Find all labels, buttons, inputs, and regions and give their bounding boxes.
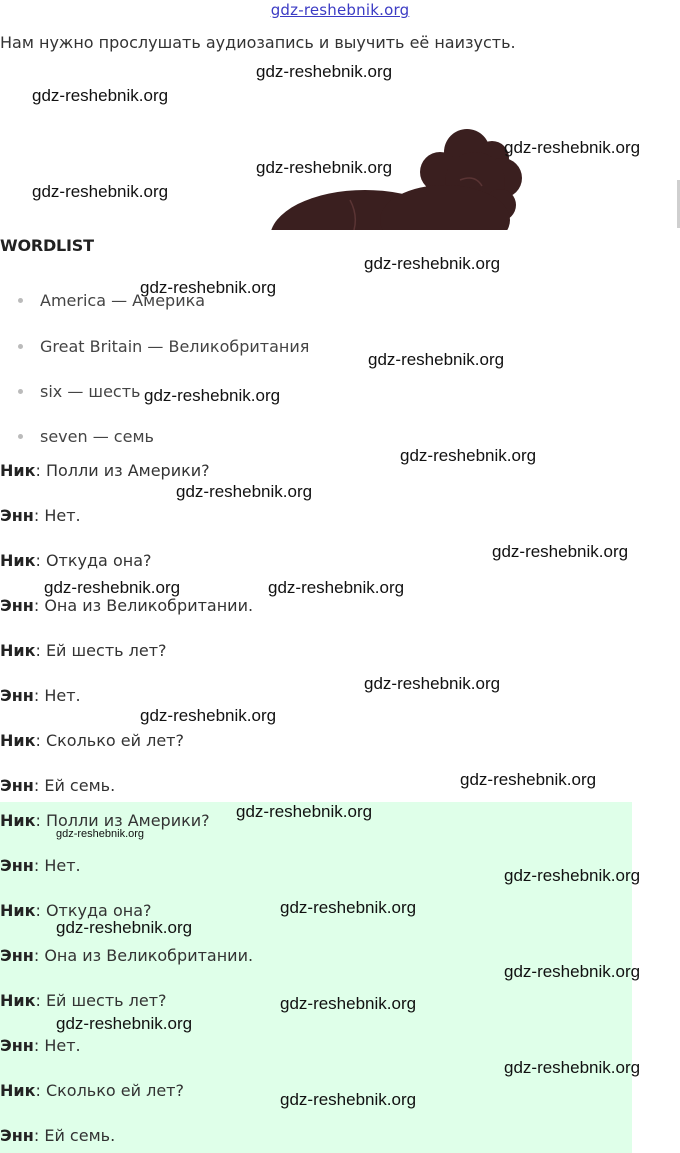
dialog-repeat-line: Ник: Сколько ей лет? xyxy=(0,1081,184,1100)
watermark-text: gdz-reshebnik.org xyxy=(460,770,597,789)
watermark-text: gdz-reshebnik.org xyxy=(140,278,277,297)
watermark-text: gdz-reshebnik.org xyxy=(32,86,169,105)
watermark-text: gdz-reshebnik.org xyxy=(56,1014,193,1033)
dialog-repeat-line: Ник: Полли из Америки? xyxy=(0,811,210,830)
wordlist-item: America — Америка xyxy=(18,291,205,310)
watermark-text: gdz-reshebnik.org xyxy=(504,138,641,157)
watermark-text: gdz-reshebnik.org xyxy=(44,578,181,597)
bullet-icon xyxy=(18,389,23,394)
dialog-line: Ник: Ей шесть лет? xyxy=(0,641,167,660)
dialog-repeat-line: Энн: Нет. xyxy=(0,1036,81,1055)
watermark-text: gdz-reshebnik.org xyxy=(256,62,393,81)
dialog-line: Энн: Нет. xyxy=(0,506,81,525)
dialog-repeat-line: Энн: Нет. xyxy=(0,856,81,875)
watermark-text: gdz-reshebnik.org xyxy=(504,1058,641,1077)
watermark-text: gdz-reshebnik.org xyxy=(56,918,193,937)
watermark-text: gdz-reshebnik.org xyxy=(400,446,537,465)
dialog-repeat-line: Энн: Ей семь. xyxy=(0,1126,116,1145)
wordlist-item: six — шесть xyxy=(18,382,140,401)
watermark-text: gdz-reshebnik.org xyxy=(236,802,373,821)
dialog-repeat-line: Энн: Она из Великобритании. xyxy=(0,946,254,965)
dialog-line: Ник: Сколько ей лет? xyxy=(0,731,184,750)
watermark-text: gdz-reshebnik.org xyxy=(280,994,417,1013)
watermark-text: gdz-reshebnik.org xyxy=(364,674,501,693)
watermark-text: gdz-reshebnik.org xyxy=(280,898,417,917)
intro-text: Нам нужно прослушать аудиозапись и выучить её наизусть. xyxy=(0,33,516,52)
bullet-icon xyxy=(18,298,23,303)
watermark-text: gdz-reshebnik.org xyxy=(256,158,393,177)
dialog-line: Энн: Она из Великобритании. xyxy=(0,596,254,615)
bullet-icon xyxy=(18,434,23,439)
site-header-link[interactable]: gdz-reshebnik.org xyxy=(270,1,410,19)
dialog-line: Ник: Полли из Америки? xyxy=(0,461,210,480)
watermark-text: gdz-reshebnik.org xyxy=(140,706,277,725)
watermark-text: gdz-reshebnik.org xyxy=(176,482,313,501)
watermark-text: gdz-reshebnik.org xyxy=(280,1090,417,1109)
wordlist-heading: WORDLIST xyxy=(0,236,94,255)
dialog-line: Энн: Ей семь. xyxy=(0,776,116,795)
wordlist-item: Great Britain — Великобритания xyxy=(18,337,309,356)
watermark-text: gdz-reshebnik.org xyxy=(364,254,501,273)
dialog-repeat-line: Ник: Ей шесть лет? xyxy=(0,991,167,1010)
watermark-text: gdz-reshebnik.org xyxy=(492,542,629,561)
dialog-repeat-line: Ник: Откуда она? xyxy=(0,901,152,920)
watermark-text: gdz-reshebnik.org xyxy=(504,866,641,885)
watermark-text: gdz-reshebnik.org xyxy=(268,578,405,597)
dialog-line: Ник: Откуда она? xyxy=(0,551,152,570)
wordlist-item: seven — семь xyxy=(18,427,154,446)
dialog-line: Энн: Нет. xyxy=(0,686,81,705)
watermark-text: gdz-reshebnik.org xyxy=(368,350,505,369)
watermark-text: gdz-reshebnik.org xyxy=(56,828,145,840)
bullet-icon xyxy=(18,344,23,349)
watermark-text: gdz-reshebnik.org xyxy=(144,386,281,405)
watermark-text: gdz-reshebnik.org xyxy=(32,182,169,201)
watermark-text: gdz-reshebnik.org xyxy=(504,962,641,981)
